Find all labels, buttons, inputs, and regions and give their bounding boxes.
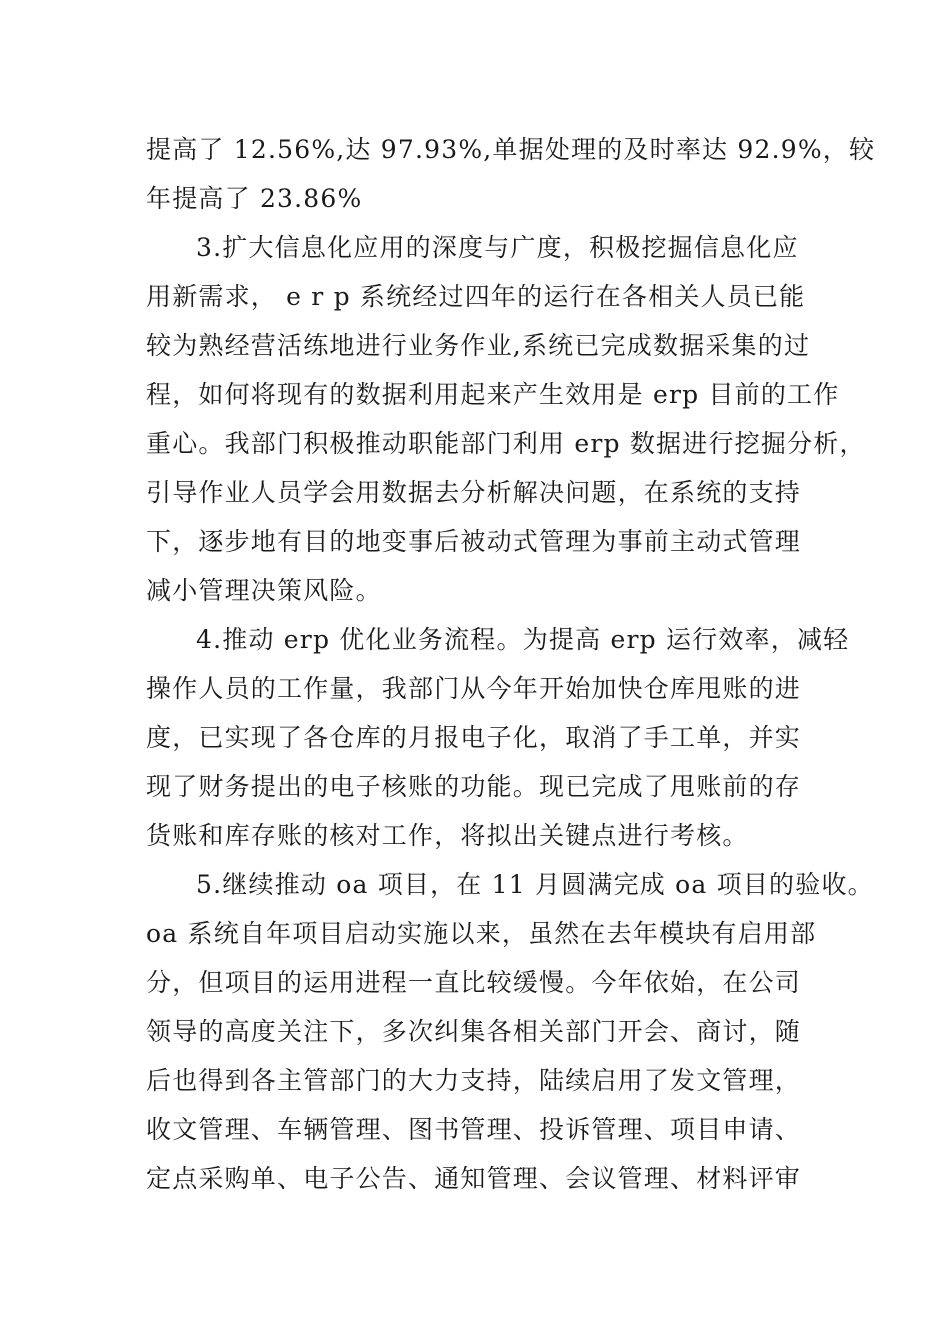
- paragraph-4: [146, 860, 874, 1203]
- text-line: 5.继续推动 oa 项目，在 11 月圆满完成 oa 项目的验收。: [196, 870, 874, 899]
- text-line: 程，如何将现有的数据利用起来产生效用是 erp 目前的工作: [146, 380, 840, 409]
- paragraph-3: [146, 615, 850, 860]
- text-line: 3.扩大信息化应用的深度与广度，积极挖掘信息化应: [196, 233, 799, 262]
- text-line: oa 系统自年项目启动实施以来，虽然在去年模块有启用部: [146, 919, 817, 948]
- text-line: 操作人员的工作量，我部门从今年开始加快仓库甩账的进: [146, 674, 802, 703]
- paragraph-2: [146, 223, 866, 615]
- text-line: 引导作业人员学会用数据去分析解决问题，在系统的支持: [146, 478, 802, 507]
- text-line: 领导的高度关注下，多次纠集各相关部门开会、商讨，随: [146, 1017, 802, 1046]
- text-line: 重心。我部门积极推动职能部门利用 erp 数据进行挖掘分析，: [146, 429, 866, 458]
- text-line: 提高了 12.56%,达 97.93%,单据处理的及时率达 92.9%，较: [146, 135, 876, 164]
- text-line: 4.推动 erp 优化业务流程。为提高 erp 运行效率，减轻: [196, 625, 850, 654]
- text-line: 现了财务提出的电子核账的功能。现已完成了甩账前的存: [146, 772, 802, 801]
- text-line: 较为熟经营活练地进行业务作业,系统已完成数据采集的过: [146, 331, 811, 360]
- text-line: 年提高了 23.86%: [146, 184, 363, 213]
- text-line: 用新需求， e r p 系统经过四年的运行在各相关人员已能: [146, 282, 806, 311]
- text-line: 减小管理决策风险。: [146, 576, 382, 605]
- document-body: [146, 125, 876, 1203]
- text-line: 货账和库存账的核对工作，将拟出关键点进行考核。: [146, 821, 749, 850]
- text-line: 分，但项目的运用进程一直比较缓慢。今年依始，在公司: [146, 968, 802, 997]
- text-line: 下，逐步地有目的地变事后被动式管理为事前主动式管理: [146, 527, 802, 556]
- text-line: 度，已实现了各仓库的月报电子化，取消了手工单，并实: [146, 723, 802, 752]
- text-line: 定点采购单、电子公告、通知管理、会议管理、材料评审: [146, 1164, 802, 1193]
- text-line: 后也得到各主管部门的大力支持，陆续启用了发文管理，: [146, 1066, 802, 1095]
- text-line: 收文管理、车辆管理、图书管理、投诉管理、项目申请、: [146, 1115, 802, 1144]
- paragraph-1: [146, 125, 876, 223]
